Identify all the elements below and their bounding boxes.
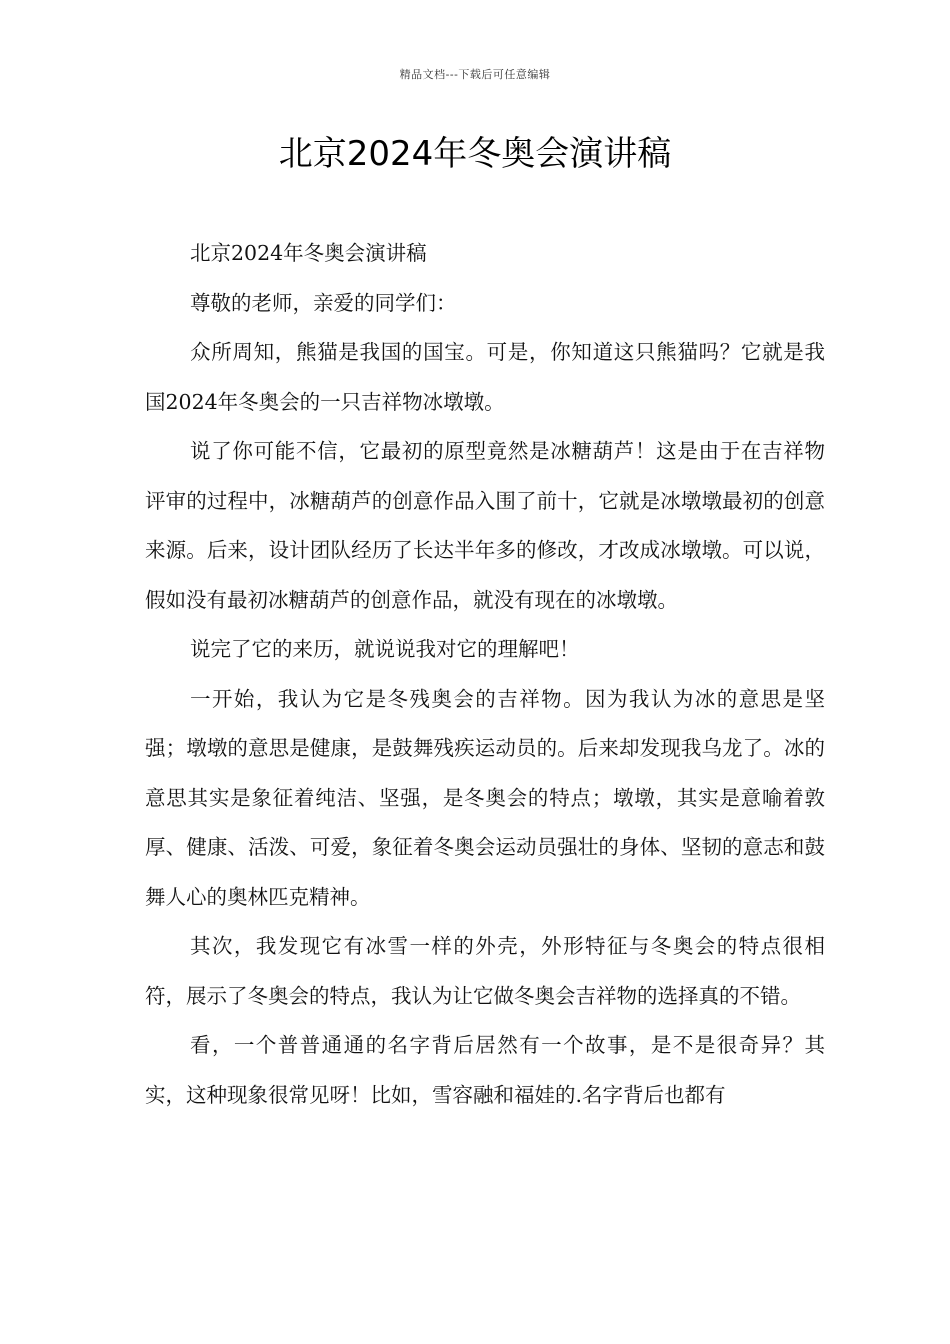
paragraph: 尊敬的老师，亲爱的同学们： bbox=[190, 290, 457, 315]
paragraph: 其次，我发现它有冰雪一样的外壳，外形特征与冬奥会的特点很相符，展示了冬奥会的特点，我认为让它做冬奥会吉祥物的选择真的不错。 bbox=[145, 934, 825, 1008]
document-body bbox=[145, 229, 825, 1120]
document-title: 北京2024年冬奥会演讲稿 bbox=[278, 134, 672, 174]
paragraph: 说了你可能不信，它最初的原型竟然是冰糖葫芦！这是由于在吉祥物评审的过程中，冰糖葫芦的创意作品入围了前十，它就是冰墩墩最初的创意来源。后来，设计团队经历了长达半年多的修改，才改成冰墩墩。可以说，假如没有最初冰糖葫芦的创意作品，就没有现在的冰墩墩。 bbox=[145, 439, 825, 612]
paragraph: 一开始，我认为它是冬残奥会的吉祥物。因为我认为冰的意思是坚强；墩墩的意思是健康，是鼓舞残疾运动员的。后来却发现我乌龙了。冰的意思其实是象征着纯洁、坚强，是冬奥会的特点；墩墩，其实是意喻着敦厚、健康、活泼、可爱，象征着冬奥会运动员强壮的身体、坚韧的意志和鼓舞人心的奥林匹克精神。 bbox=[145, 686, 825, 909]
paragraph: 看，一个普普通通的名字背后居然有一个故事，是不是很奇异？其实，这种现象很常见呀！比如，雪容融和福娃的.名字背后也都有 bbox=[145, 1033, 825, 1107]
paragraph: 众所周知，熊猫是我国的国宝。可是，你知道这只熊猫吗？它就是我国2024年冬奥会的一只吉祥物冰墩墩。 bbox=[145, 340, 825, 414]
paragraph: 说完了它的来历，就说说我对它的理解吧！ bbox=[190, 637, 580, 661]
paragraph: 北京2024年冬奥会演讲稿 bbox=[190, 241, 427, 265]
header-note: 精品文档---下载后可任意编辑 bbox=[399, 68, 551, 81]
